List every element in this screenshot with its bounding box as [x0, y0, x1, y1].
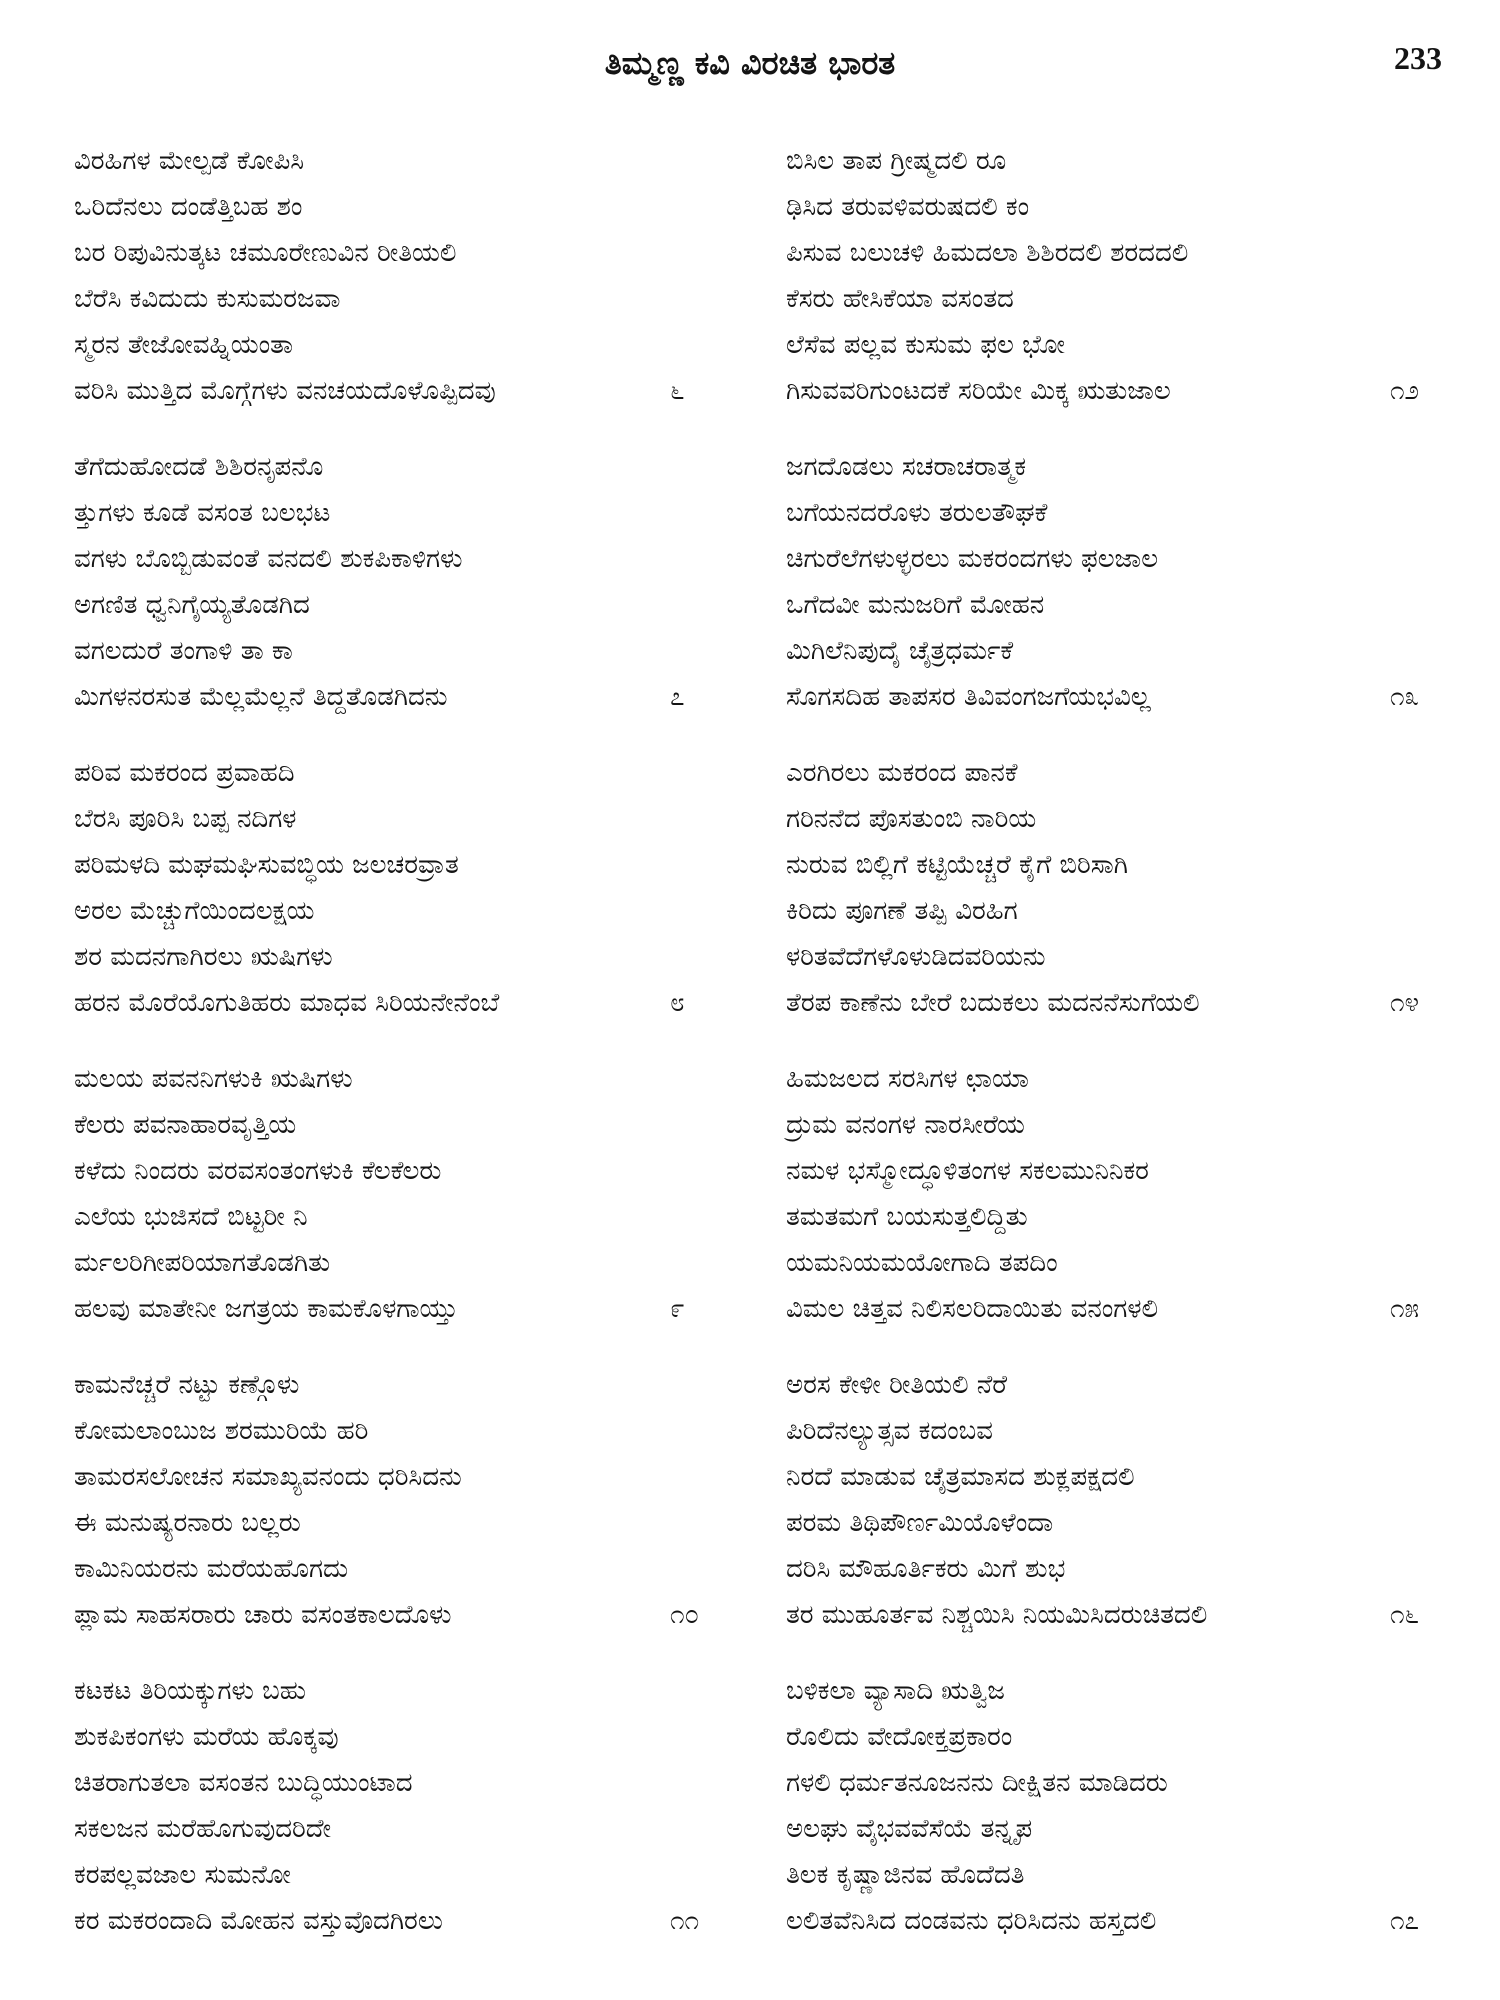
verse-number: ೧೭: [1390, 1906, 1420, 1936]
stanza: [786, 1056, 1446, 1332]
verse-number: ೧೩: [1390, 682, 1420, 712]
verse-line: ತರ ಮುಹೂರ್ತವ ನಿಶ್ಚಯಿಸಿ ನಿಯಮಿಸಿದರುಚಿತದಲಿ ೧೬: [786, 1592, 1446, 1638]
verse-line: ಕೆಸರು ಹೇಸಿಕೆಯಾ ವಸಂತದ: [786, 284, 1014, 314]
verse-line: ಈ ಮನುಷ್ಯರನಾರು ಬಲ್ಲರು: [74, 1508, 301, 1538]
verse-line: ಪರಮ ತಿಥಿಪೌರ್ಣಮಿಯೊಳೆಂದಾ: [786, 1508, 1054, 1538]
verse-line: ತಾಮರಸಲೋಚನ ಸಮಾಖ್ಯವನಂದು ಧರಿಸಿದನು: [74, 1462, 462, 1492]
verse-line: ಕರ ಮಕರಂದಾದಿ ಮೋಹನ ವಸ್ತುವೊದಗಿರಲು ೧೧: [74, 1898, 734, 1944]
verse-line: ದ್ರುಮ ವನಂಗಳ ನಾರಸೀರೆಯ: [786, 1110, 1025, 1140]
verse-line: ಪ್ಲಾಮ ಸಾಹಸರಾರು ಚಾರು ವಸಂತಕಾಲದೊಳು ೧೦: [74, 1592, 734, 1638]
verse-line: ತೆರಪ ಕಾಣೆನು ಬೇರೆ ಬದುಕಲು ಮದನನೆಸುಗೆಯಲಿ ೧೪: [786, 980, 1446, 1026]
verse-line: ಲೆಸೆವ ಪಲ್ಲವ ಕುಸುಮ ಫಲ ಭೋ: [786, 330, 1065, 360]
verse-line: ಒರಿದೆನಲು ದಂಡೆತ್ತಿಬಹ ಶಂ: [74, 192, 303, 222]
verse-line: ವಗಳು ಬೊಬ್ಬಿಡುವಂತೆ ವನದಲಿ ಶುಕಪಿಕಾಳಿಗಳು: [74, 544, 463, 574]
verse-line: ಕೋಮಲಾಂಬುಜ ಶರಮುರಿಯೆ ಹರಿ: [74, 1416, 369, 1446]
verse-line: ಪರಿವ ಮಕರಂದ ಪ್ರವಾಹದಿ: [74, 758, 295, 788]
verse-line: ಹಿಮಜಲದ ಸರಸಿಗಳ ಛಾಯಾ: [786, 1064, 1029, 1094]
verse-line: ಒಗೆದವೀ ಮನುಜರಿಗೆ ಮೋಹನ: [786, 590, 1045, 620]
verse-line: ಗರಿನನೆದ ಪೊಸತುಂಬಿ ನಾರಿಯ: [786, 804, 1037, 834]
verse-line: ಕಳೆದು ನಿಂದರು ವರವಸಂತಂಗಳುಕಿ ಕೆಲಕೆಲರು: [74, 1156, 442, 1186]
verse-line: ಅಲಘು ವೈಭವವೆಸೆಯೆ ತನ್ನೃಪ: [786, 1814, 1033, 1844]
verse-number: ೧೪: [1390, 988, 1420, 1018]
verse-line: ಕರಪಲ್ಲವಜಾಲ ಸುಮನೋ: [74, 1860, 291, 1890]
verse-line: ಅಗಣಿತ ಧ್ವನಿಗೈಯ್ಯತೊಡಗಿದ: [74, 590, 310, 620]
verse-number: ೯: [670, 1294, 685, 1324]
verse-line: ಅರಲ ಮೆಚ್ಚುಗೆಯಿಂದಲಕ್ಷಯ: [74, 896, 315, 926]
verse-line: ಪರಿಮಳದಿ ಮಘಮಘಿಸುವಬ್ಧಿಯ ಜಲಚರವ್ರಾತ: [74, 850, 459, 880]
verse-line: ಢಿಸಿದ ತರುವಳಿವರುಷದಲಿ ಕಂ: [786, 192, 1030, 222]
verse-line: ವರಿಸಿ ಮುತ್ತಿದ ಮೊಗ್ಗೆಗಳು ವನಚಯದೊಳೊಪ್ಪಿದವು ೬: [74, 368, 734, 414]
running-title: ತಿಮ್ಮಣ್ಣ ಕವಿ ವಿರಚಿತ ಭಾರತ: [604, 44, 896, 82]
right-column: [786, 138, 1446, 1974]
verse-number: ೮: [670, 988, 685, 1018]
stanza: [786, 444, 1446, 720]
verse-line: ಶುಕಪಿಕಂಗಳು ಮರೆಯ ಹೊಕ್ಕವು: [74, 1722, 339, 1752]
verse-line: ಗಿಸುವವರಿಗುಂಟದಕೆ ಸರಿಯೇ ಮಿಕ್ಕ ಋತುಜಾಲ ೧೨: [786, 368, 1446, 414]
verse-line: ಪಿರಿದೆನಲ್ಯುತ್ಸವ ಕದಂಬವ: [786, 1416, 993, 1446]
verse-line: ಜಗದೊಡಲು ಸಚರಾಚರಾತ್ಮಕ: [786, 452, 1027, 482]
stanza: [74, 750, 734, 1026]
verse-line: ರ್ಮಲರಿಗೀಪರಿಯಾಗತೊಡಗಿತು: [74, 1248, 331, 1278]
verse-line: ನಿರದೆ ಮಾಡುವ ಚೈತ್ರಮಾಸದ ಶುಕ್ಲಪಕ್ಷದಲಿ: [786, 1462, 1135, 1492]
verse-line: ಳರಿತವೆದೆಗಳೊಳುಡಿದವರಿಯನು: [786, 942, 1046, 972]
verse-line: ತ್ತುಗಳು ಕೂಡೆ ವಸಂತ ಬಲಭಟ: [74, 498, 331, 528]
verse-line: ಚಿತರಾಗುತಲಾ ವಸಂತನ ಬುದ್ಧಿಯುಂಟಾದ: [74, 1768, 413, 1798]
verse-line: ಬಗೆಯನದರೊಳು ತರುಲತೌಘಕೆ: [786, 498, 1048, 528]
verse-line: ತಿಲಕ ಕೃಷ್ಣಾಜಿನವ ಹೊದೆದತಿ: [786, 1860, 1025, 1890]
verse-line: ವಿರಹಿಗಳ ಮೇಲ್ಪಡೆ ಕೋಪಿಸಿ: [74, 146, 305, 176]
verse-line: ಎರಗಿರಲು ಮಕರಂದ ಪಾನಕೆ: [786, 758, 1018, 788]
verse-line: ವಗಲದುರೆ ತಂಗಾಳಿ ತಾ ಕಾ: [74, 636, 293, 666]
left-column: [74, 138, 734, 1974]
stanza: [74, 138, 734, 414]
verse-line: ಬರ ರಿಪುವಿನುತ್ಕಟ ಚಮೂರೇಣುವಿನ ರೀತಿಯಲಿ: [74, 238, 457, 268]
verse-line: ಬೆರಸಿ ಪೂರಿಸಿ ಬಪ್ಪ ನದಿಗಳ: [74, 804, 297, 834]
verse-number: ೬: [670, 376, 685, 406]
verse-number: ೧೨: [1390, 376, 1420, 406]
verse-line: ಎಲೆಯ ಭುಜಿಸದೆ ಬಿಟ್ಟರೀ ನಿ: [74, 1202, 308, 1232]
verse-line: ಅರಸ ಕೇಳೀ ರೀತಿಯಲಿ ನೆರೆ: [786, 1370, 1008, 1400]
verse-line: ನುರುವ ಬಿಲ್ಲಿಗೆ ಕಟ್ಟಿಯೆಚ್ಚರೆ ಕೈಗೆ ಬಿರಿಸಾಗಿ: [786, 850, 1128, 880]
verse-line: ತಮತಮಗೆ ಬಯಸುತ್ತಲಿದ್ದಿತು: [786, 1202, 1028, 1232]
verse-line: ಪಿಸುವ ಬಲುಚಳಿ ಹಿಮದಲಾ ಶಿಶಿರದಲಿ ಶರದದಲಿ: [786, 238, 1189, 268]
verse-line: ಮಿಗಿಲೆನಿಪುದೈ ಚೈತ್ರಧರ್ಮಕೆ: [786, 636, 1014, 666]
verse-line: ಹರನ ಮೊರೆಯೊಗುತಿಹರು ಮಾಧವ ಸಿರಿಯನೇನೆಂಬೆ ೮: [74, 980, 734, 1026]
verse-line: ಲಲಿತವೆನಿಸಿದ ದಂಡವನು ಧರಿಸಿದನು ಹಸ್ತದಲಿ ೧೭: [786, 1898, 1446, 1944]
stanza: [74, 444, 734, 720]
stanza: [74, 1362, 734, 1638]
stanza: [786, 750, 1446, 1026]
verse-line: ಕೆಲರು ಪವನಾಹಾರವೃತ್ತಿಯ: [74, 1110, 297, 1140]
page-number: 233: [1394, 40, 1442, 76]
verse-line: ನಮಳ ಭಸ್ಮೋದ್ಧೂಳಿತಂಗಳ ಸಕಲಮುನಿನಿಕರ: [786, 1156, 1149, 1186]
verse-number: ೧೬: [1390, 1600, 1420, 1630]
verse-line: ಯಮನಿಯಮಯೋಗಾದಿ ತಪದಿಂ: [786, 1248, 1058, 1278]
verse-line: ಕಟಕಟ ತಿರಿಯಕ್ಕುಗಳು ಬಹು: [74, 1676, 307, 1706]
verse-line: ಸೊಗಸದಿಹ ತಾಪಸರ ತಿವಿವಂಗಜಗೆಯಭವಿಲ್ಲ ೧೩: [786, 674, 1446, 720]
verse-line: ತೆಗೆದುಹೋದಡೆ ಶಿಶಿರನೃಪನೊ: [74, 452, 324, 482]
stanza: [74, 1056, 734, 1332]
verse-line: ಶರ ಮದನಗಾಗಿರಲು ಋಷಿಗಳು: [74, 942, 333, 972]
verse-line: ವಿಮಲ ಚಿತ್ತವ ನಿಲಿಸಲರಿದಾಯಿತು ವನಂಗಳಲಿ ೧೫: [786, 1286, 1446, 1332]
verse-line: ರೊಲಿದು ವೇದೋಕ್ತಪ್ರಕಾರಂ: [786, 1722, 1013, 1752]
verse-line: ಬಿಸಿಲ ತಾಪ ಗ್ರೀಷ್ಮದಲಿ ರೂ: [786, 146, 1007, 176]
verse-number: ೧೫: [1390, 1294, 1420, 1324]
verse-number: ೭: [670, 682, 685, 712]
stanza: [786, 1362, 1446, 1638]
verse-line: ಕಾಮಿನಿಯರನು ಮರೆಯಹೊಗದು: [74, 1554, 349, 1584]
verse-line: ಕಾಮನೆಚ್ಚರೆ ನಟ್ಟು ಕಣ್ಗೊಳು: [74, 1370, 300, 1400]
verse-line: ಸಕಲಜನ ಮರೆಹೊಗುವುದರಿದೇ: [74, 1814, 332, 1844]
stanza: [786, 1668, 1446, 1944]
page-header: [0, 40, 1500, 90]
verse-line: ಮಲಯ ಪವನನಿಗಳುಕಿ ಋಷಿಗಳು: [74, 1064, 353, 1094]
stanza: [74, 1668, 734, 1944]
verse-line: ಮಿಗಳನರಸುತ ಮೆಲ್ಲಮೆಲ್ಲನೆ ತಿದ್ದತೊಡಗಿದನು ೭: [74, 674, 734, 720]
verse-line: ಹಲವು ಮಾತೇನೀ ಜಗತ್ರಯ ಕಾಮಕೊಳಗಾಯ್ತು ೯: [74, 1286, 734, 1332]
verse-line: ಚಿಗುರೆಲೆಗಳುಳ್ಳರಲು ಮಕರಂದಗಳು ಫಲಜಾಲ: [786, 544, 1159, 574]
verse-number: ೧೦: [670, 1600, 700, 1630]
verse-number: ೧೧: [670, 1906, 700, 1936]
verse-line: ಕಿರಿದು ಪೂಗಣೆ ತಪ್ಪಿ ವಿರಹಿಗ: [786, 896, 1018, 926]
verse-line: ದರಿಸಿ ಮೌಹೂರ್ತಿಕರು ಮಿಗೆ ಶುಭ: [786, 1554, 1066, 1584]
stanza: [786, 138, 1446, 414]
verse-line: ಬಳಿಕಲಾ ವ್ಯಾಸಾದಿ ಋತ್ವಿಜ: [786, 1676, 1005, 1706]
verse-line: ಗಳಲಿ ಧರ್ಮತನೂಜನನು ದೀಕ್ಷಿತನ ಮಾಡಿದರು: [786, 1768, 1168, 1798]
verse-line: ಸ್ಮರನ ತೇಜೋವಹ್ನಿಯಂತಾ: [74, 330, 294, 360]
verse-line: ಬೆರೆಸಿ ಕವಿದುದು ಕುಸುಮರಜವಾ: [74, 284, 341, 314]
